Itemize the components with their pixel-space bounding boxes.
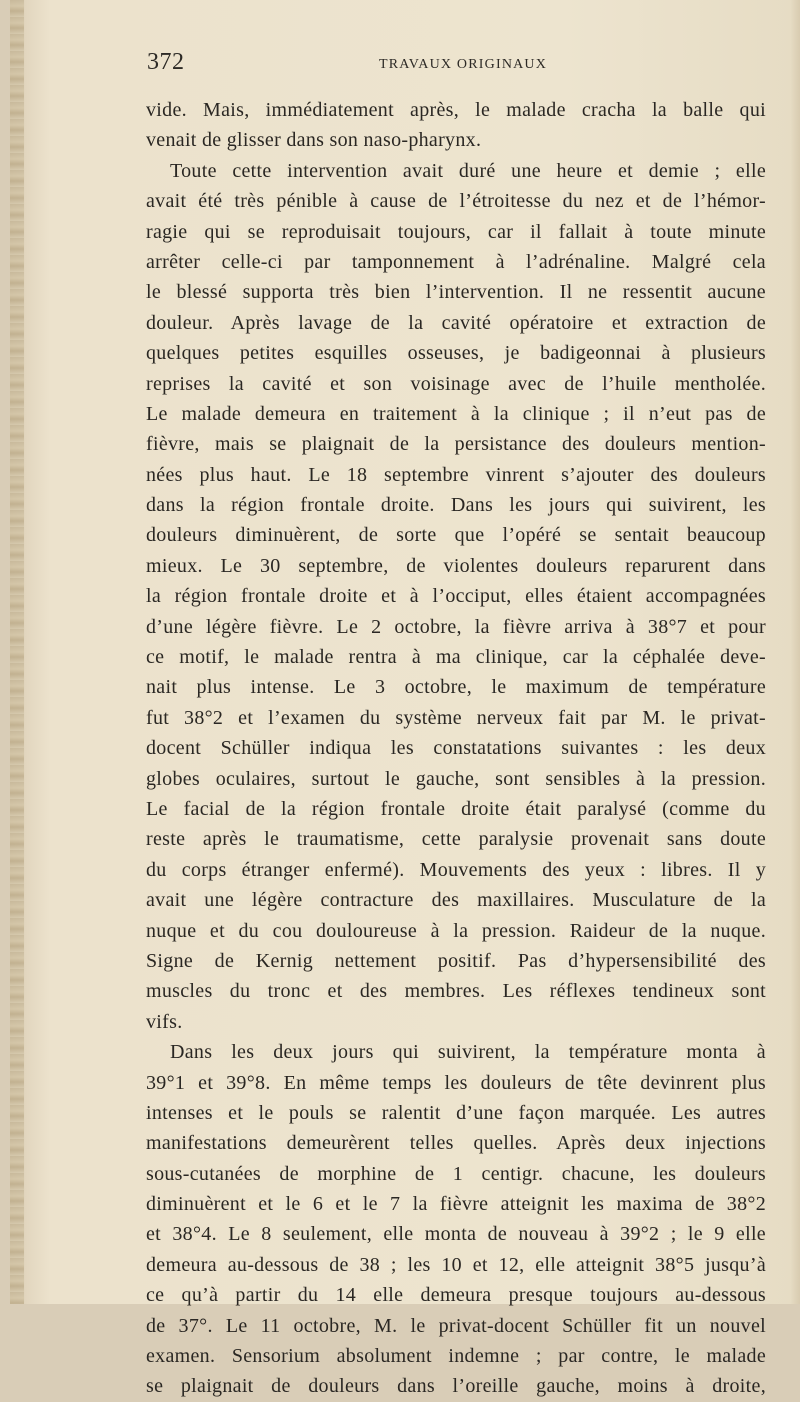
text-line: muscles du tronc et des membres. Les réflexes tendineux sont (146, 980, 766, 1003)
text-line: globes oculaires, surtout le gauche, sont sensibles à la pression. (146, 767, 766, 790)
text-line: Toute cette intervention avait duré une heure et demie ; elle (170, 159, 766, 182)
text-line: reprises la cavité et son voisinage avec de l’huile mentholée. (146, 372, 766, 395)
text-line: Dans les deux jours qui suivirent, la température monta à (170, 1041, 766, 1064)
text-line: et 38°4. Le 8 seulement, elle monta de nouveau à 39°2 ; le 9 elle (146, 1223, 766, 1246)
text-line: se plaignait de douleurs dans l’oreille gauche, moins à droite, (146, 1375, 766, 1398)
text-line: fièvre, mais se plaignait de la persistance des douleurs mention- (146, 433, 766, 456)
page-header (147, 49, 777, 79)
body-text (146, 95, 766, 1402)
text-line: le blessé supporta très bien l’intervention. Il ne ressentit aucune (146, 281, 766, 304)
text-line: ragie qui se reproduisait toujours, car il fallait à toute minute (146, 220, 766, 243)
text-line: demeura au-dessous de 38 ; les 10 et 12, elle atteignit 38°5 jusqu’à (146, 1253, 766, 1276)
page-number: 372 (147, 49, 185, 75)
text-line: douleurs diminuèrent, de sorte que l’opéré se sentait beaucoup (146, 524, 766, 547)
text-line: douleur. Après lavage de la cavité opératoire et extraction de (146, 311, 766, 334)
text-line: avait été très pénible à cause de l’étroitesse du nez et de l’hémor- (146, 190, 766, 213)
text-line: Le facial de la région frontale droite était paralysé (comme du (146, 797, 766, 820)
text-line: examen. Sensorium absolument indemne ; par contre, le malade (146, 1345, 766, 1368)
text-line: de 37°. Le 11 octobre, M. le privat-docent Schüller fit un nouvel (146, 1314, 766, 1337)
text-line: vide. Mais, immédiatement après, le malade cracha la balle qui (146, 99, 766, 121)
text-line: Le malade demeura en traitement à la clinique ; il n’eut pas de (146, 402, 766, 425)
text-line: Signe de Kernig nettement positif. Pas d’hypersensibilité des (146, 949, 766, 972)
text-line: avait une légère contracture des maxillaires. Musculature de la (146, 889, 766, 912)
text-line: nuque et du cou douloureuse à la pression. Raideur de la nuque. (146, 919, 766, 942)
text-line: du corps étranger enfermé). Mouvements des yeux : libres. Il y (146, 858, 766, 881)
page-binding-edge (10, 0, 24, 1304)
text-line: 39°1 et 39°8. En même temps les douleurs de tête devinrent plus (146, 1071, 766, 1094)
text-line: manifestations demeurèrent telles quelles. Après deux injections (146, 1132, 766, 1155)
text-line: sous-cutanées de morphine de 1 centigr. chacune, les douleurs (146, 1162, 766, 1185)
text-line: ce motif, le malade rentra à ma clinique, car la céphalée deve- (146, 646, 766, 669)
text-line: nées plus haut. Le 18 septembre vinrent s’ajouter des douleurs (146, 463, 766, 486)
page-right-edge (790, 0, 800, 1304)
text-line: intenses et le pouls se ralentit d’une façon marquée. Les autres (146, 1101, 766, 1124)
text-line: reste après le traumatisme, cette paralysie provenait sans doute (146, 828, 766, 851)
text-line: vifs. (146, 1010, 183, 1033)
text-line: mieux. Le 30 septembre, de violentes douleurs reparurent dans (146, 554, 766, 577)
text-line: dans la région frontale droite. Dans les jours qui suivirent, les (146, 494, 766, 517)
text-line: d’une légère fièvre. Le 2 octobre, la fièvre arriva à 38°7 et pour (146, 615, 766, 638)
text-line: venait de glisser dans son naso-pharynx. (146, 129, 482, 152)
text-line: nait plus intense. Le 3 octobre, le maximum de température (146, 676, 766, 699)
text-line: docent Schüller indiqua les constatations suivantes : les deux (146, 737, 766, 760)
text-line: quelques petites esquilles osseuses, je badigeonnai à plusieurs (146, 342, 766, 365)
running-head: TRAVAUX ORIGINAUX (379, 57, 548, 72)
text-line: diminuèrent et le 6 et le 7 la fièvre atteignit les maxima de 38°2 (146, 1193, 766, 1216)
text-line: la région frontale droite et à l’occiput, elles étaient accompagnées (146, 585, 766, 608)
text-line: ce qu’à partir du 14 elle demeura presque toujours au-dessous (146, 1284, 766, 1307)
text-line: arrêter celle-ci par tamponnement à l’adrénaline. Malgré cela (146, 250, 766, 273)
text-line: fut 38°2 et l’examen du système nerveux fait par M. le privat- (146, 706, 766, 729)
